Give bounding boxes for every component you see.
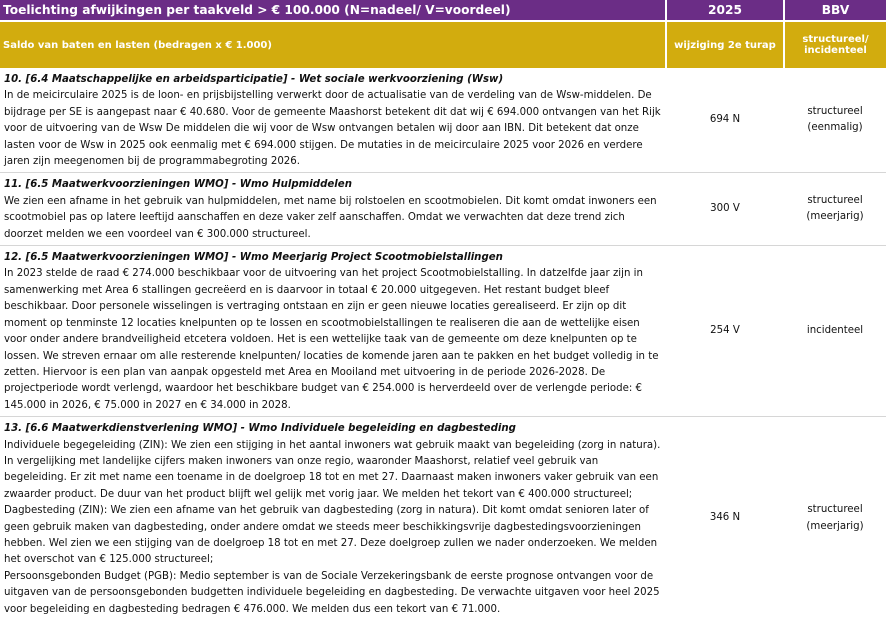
- row-type-line1: structureel: [807, 194, 863, 206]
- table-row: [0, 246, 886, 417]
- column-type-header-line1: structureel/: [802, 34, 869, 45]
- row-type: [784, 417, 886, 620]
- row-type: [784, 68, 886, 173]
- row-type-line2: (meerjarig): [806, 520, 864, 532]
- row-type-line1: structureel: [807, 105, 863, 117]
- row-type-line1: incidenteel: [806, 324, 864, 336]
- row-paragraph: We zien een afname in het gebruik van hulpmiddelen, met name bij rolstoelen en scootmobielen. Dit komt omdat inwoners een scootmobiel pas op latere leeftijd aanschaffen en deze vaker zelf aanschaffen. Omdat we verwachten dat deze trend zich doorzet melden we een voordeel van € 300.000 structureel.: [4, 195, 657, 240]
- column-change-header: wijziging 2e turap: [666, 21, 784, 68]
- row-description: [0, 417, 666, 620]
- row-amount: 300 V: [666, 173, 784, 246]
- column-bbv: BBV: [784, 0, 886, 21]
- row-description: [0, 68, 666, 173]
- column-type-header-line2: incidenteel: [804, 45, 867, 56]
- row-paragraph: Dagbesteding (ZIN): We zien een afname van het gebruik van dagbesteding (zorg in natura). Dit komt omdat senioren later of geen gebruik maken van dagbesteding, onder andere omdat we steeds meer beschikkingsvrije dagbestedingsvoorzieningen hebben. Wel zien we een stijging van de doelgroep 18 tot en met 27. Deze doelgroep zullen we nader onderzoeken. We melden het overschot van € 125.000 structureel;: [4, 505, 658, 566]
- table-row: [0, 68, 886, 173]
- row-amount: 254 V: [666, 246, 784, 417]
- row-type: [784, 246, 886, 417]
- table-title: Toelichting afwijkingen per taakveld > € 100.000 (N=nadeel/ V=voordeel): [0, 0, 666, 21]
- row-description: [0, 246, 666, 417]
- row-type-line2: (meerjarig): [806, 211, 864, 223]
- row-title: 13. [6.6 Maatwerkdienstverlening WMO] - Wmo Individuele begeleiding en dagbesteding: [4, 423, 516, 435]
- table-row: [0, 173, 886, 246]
- row-title: 10. [6.4 Maatschappelijke en arbeidsparticipatie] - Wet sociale werkvoorziening (Wsw): [4, 74, 504, 85]
- row-type-line2: (eenmalig): [807, 122, 863, 134]
- row-amount: 694 N: [709, 114, 741, 126]
- row-title: 12. [6.5 Maatwerkvoorzieningen WMO] - Wmo Meerjarig Project Scootmobielstallingen: [4, 252, 503, 264]
- row-paragraph: Individuele begegeleiding (ZIN): We zien een stijging in het aantal inwoners wat gebruik maakt van begeleiding (zorg in natura). In vergelijking met landelijke cijfers maken inwoners van onze regio, waaronder Maashorst, relatief veel gebruik van begeleiding. Er zit met name een toename in de doelgroep 18 tot en met 27. Daarnaast maken inwoners vaker gebruik van een zwaarder product. De duur van het product blijft wel gelijk met vorig jaar. We melden het tekort van € 400.000 structureel;: [4, 439, 661, 500]
- column-description-header: Saldo van baten en lasten (bedragen x € 1.000): [0, 21, 666, 68]
- table-header-row: [0, 0, 886, 21]
- row-type-line1: structureel: [807, 504, 863, 516]
- column-type-header: [784, 21, 886, 68]
- row-description: [0, 173, 666, 246]
- row-paragraph: In 2023 stelde de raad € 274.000 beschikbaar voor de uitvoering van het project Scootmobielstalling. In datzelfde jaar zijn in samenwerking met Area 6 stallingen gecreëerd en is daarvoor in totaal € 20.000 uitgegeven. Het restant budget bleef beschikbaar. Door personele wisselingen is vertraging ontstaan en zijn er geen nieuwe locaties gerealiseerd. Er zijn op dit moment op tenminste 12 locaties knelpunten op te lossen en scootmobielstallingen te realiseren die aan de wettelijke eisen voor onder andere brandveiligheid etcetera voldoen. Het is een wettelijke taak van de gemeente om deze knelpunten op te lossen. We streven ernaar om alle resterende knelpunten/ locaties de komende jaren aan te pakken en het budget volledig in te zetten. Hiervoor is een plan van aanpak opgesteld met Area en Mooiland met uitvoering in de periode 2026-2028. De projectperiode wordt verlengd, waardoor het beschikbare budget van € 254.000 is herverdeeld over de verlengde periode: € 145.000 in 2026, € 75.000 in 2027 en € 34.000 in 2028.: [4, 268, 659, 411]
- table-row: [0, 417, 886, 620]
- row-paragraph: In de meicirculaire 2025 is de loon- en prijsbijstelling verwerkt door de actualisatie van de verdeling van de Wsw-middelen. De bijdrage per SE is aangepast naar € 40.680. Voor de gemeente Maashorst betekent dit dat wij € 694.000 ontvangen van het Rijk voor de uitvoering van de Wsw De middelen die wij voor de Wsw ontvangen betalen wij door aan IBN. Dit betekent dat onze lasten voor de Wsw in 2025 ook eenmalig met € 694.000 stijgen. De mutaties in de meicirculaire 2025 voor 2026 en verdere jaren zijn meegenomen bij de programmabegroting 2026.: [4, 90, 661, 168]
- column-year: 2025: [666, 0, 784, 21]
- row-title: 11. [6.5 Maatwerkvoorzieningen WMO] - Wmo Hulpmiddelen: [4, 179, 352, 191]
- row-paragraph: Persoonsgebonden Budget (PGB): Medio september is van de Sociale Verzekeringsbank de eerste prognose ontvangen voor de uitgaven van de persoonsgebonden budgetten individuele begeleiding en dagbesteding. De verwachte uitgaven voor heel 2025 voor begeleiding en dagbesteding bedragen € 476.000. We melden dus een tekort van € 71.000.: [4, 570, 660, 615]
- row-amount: 346 N: [666, 417, 784, 620]
- row-type: [784, 173, 886, 246]
- table-subheader-row: [0, 21, 886, 68]
